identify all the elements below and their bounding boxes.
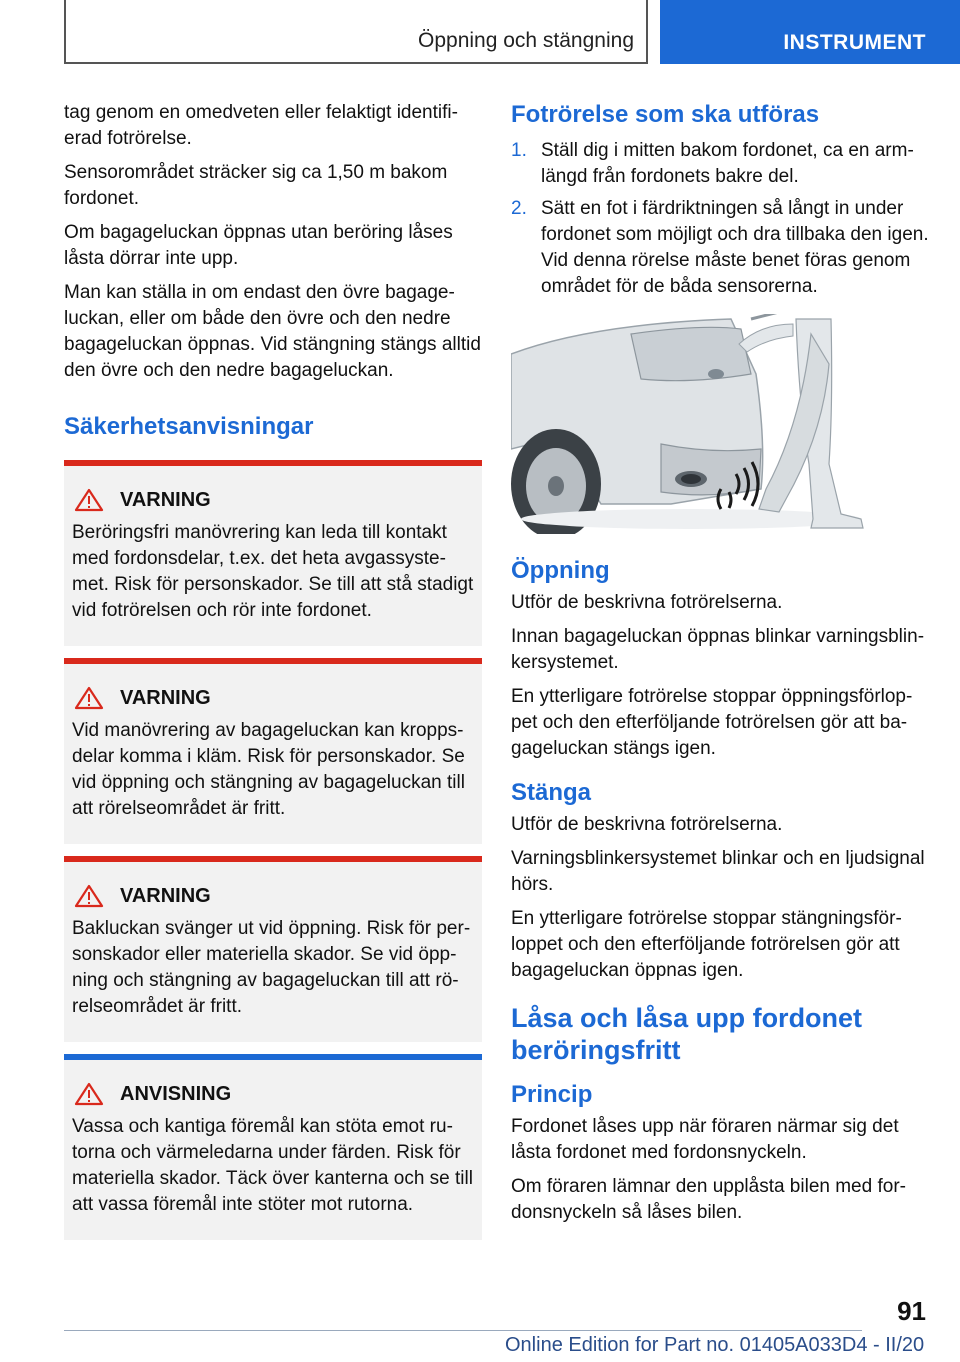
opening-paragraph: Innan bagageluckan öppnas blinkar varningsblinkersystemet.	[511, 626, 925, 673]
warning-text: Beröringsfri manövrering kan leda till kontakt med fordonsdelar, t.ex. det heta avgassystemet. Risk för personskador. Se till att stå stadigt vid fotrörelsen och rör inte fordonet.	[72, 522, 474, 621]
notice-box	[64, 1054, 482, 1240]
notice-triangle-icon	[74, 1082, 104, 1106]
warning-triangle-icon	[74, 686, 104, 710]
header-section-title: Öppning och stängning	[418, 29, 634, 52]
list-item	[511, 138, 931, 190]
closing-paragraph: Varningsblinkersystemet blinkar och en ljudsignal hörs.	[511, 848, 925, 895]
principle-heading: Princip	[511, 1081, 593, 1108]
step-text: Ställ dig i mitten bakom fordonet, ca en armlängd från fordonets bakre del.	[541, 140, 914, 187]
header-chapter-title: INSTRUMENT	[783, 31, 926, 54]
warning-label: VARNING	[120, 488, 211, 511]
warning-box	[64, 658, 482, 844]
closing-heading: Stänga	[511, 779, 592, 806]
intro-paragraph: Man kan ställa in om endast den övre bagageluckan, eller om både den övre och den nedre bagageluckan öppnas. Vid stängning stängs alltid den övre och den nedre bagageluckan.	[64, 282, 481, 381]
notice-label: ANVISNING	[120, 1082, 232, 1105]
notice-text: Vassa och kantiga föremål kan stöta emot rutorna och värmeledarna under färden. Risk för materiella skador. Täck över kanterna och se till att vassa föremål inte stöter mot rutorna.	[72, 1116, 473, 1215]
warning-triangle-icon	[74, 488, 104, 512]
principle-paragraph: Om föraren lämnar den upplåsta bilen med fordonsnyckeln så låses bilen.	[511, 1176, 906, 1223]
closing-paragraph: Utför de beskrivna fotrörelserna.	[511, 814, 783, 835]
warning-box	[64, 856, 482, 1042]
warning-triangle-icon	[74, 884, 104, 908]
warning-label: VARNING	[120, 686, 211, 709]
principle-paragraph: Fordonet låses upp när föraren närmar sig det låsta fordonet med fordonsnyckeln.	[511, 1116, 899, 1163]
opening-paragraph: Utför de beskrivna fotrörelserna.	[511, 592, 783, 613]
left-column	[64, 100, 482, 1252]
step-number: 1.	[511, 140, 527, 161]
list-item	[511, 196, 931, 300]
opening-heading: Öppning	[511, 557, 610, 584]
step-number: 2.	[511, 198, 527, 219]
safety-heading: Säkerhetsanvisningar	[64, 413, 314, 440]
footer-divider	[64, 1330, 862, 1331]
intro-paragraph: Sensorområdet sträcker sig ca 1,50 m bakom fordonet.	[64, 162, 448, 209]
warning-text: Vid manövrering av bagageluckan kan kroppsdelar komma i kläm. Risk för personskador. Se vid öppning och stängning av bagageluckan till att rörelseområdet är fritt.	[72, 720, 465, 819]
page-number: 91	[897, 1296, 926, 1326]
header-chapter-tab[interactable]	[660, 0, 960, 64]
closing-paragraph: En ytterligare fotrörelse stoppar stängningsförloppet och den efterföljande fotrörelsen gör att bagageluckan öppnas igen.	[511, 908, 902, 981]
right-column	[511, 100, 931, 1234]
opening-paragraph: En ytterligare fotrörelse stoppar öppningsförloppet och den efterföljande fotrörelsen gör att bagageluckan stängs igen.	[511, 686, 913, 759]
warning-box	[64, 460, 482, 646]
step-text: Sätt en fot i färdriktningen så långt in under fordonet som möjligt och dra tillbaka den igen. Vid denna rörelse måste benet föras genom området för de båda sensorerna.	[541, 198, 929, 297]
intro-paragraph: Om bagageluckan öppnas utan beröring låses låsta dörrar inte upp.	[64, 222, 453, 269]
intro-paragraph: tag genom en omedveten eller felaktigt identifierad fotrörelse.	[64, 102, 458, 149]
warning-label: VARNING	[120, 884, 211, 907]
header-section-tab	[64, 0, 648, 64]
foot-movement-heading: Fotrörelse som ska utföras	[511, 101, 820, 128]
edition-link[interactable]: Online Edition for Part no. 01405A033D4 - II/20	[505, 1334, 925, 1356]
steps-list	[511, 138, 931, 300]
lock-unlock-heading: Låsa och låsa upp fordonet beröringsfritt	[511, 1003, 863, 1065]
warning-text: Bakluckan svänger ut vid öppning. Risk för personskador eller materiella skador. Se vid öppning och stängning av bagageluckan till att rörelseområdet är fritt.	[72, 918, 471, 1017]
foot-gesture-illustration	[511, 314, 931, 534]
